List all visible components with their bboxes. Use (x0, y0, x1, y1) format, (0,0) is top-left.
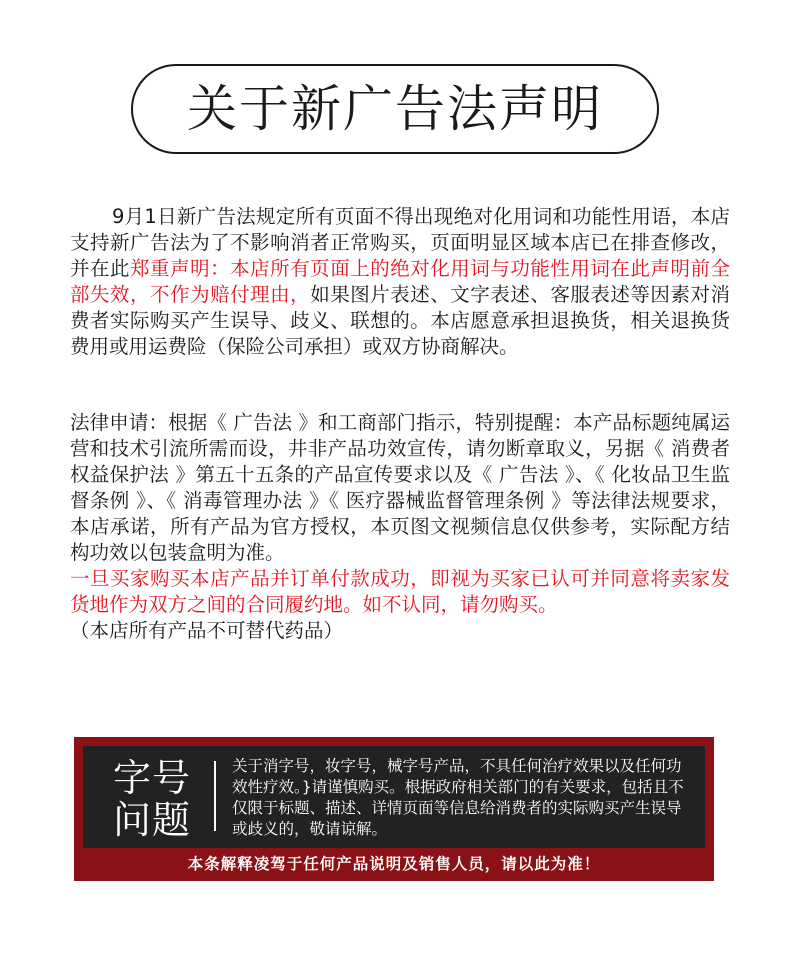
notice-label-line2: 问题 (112, 798, 191, 842)
notice-footer: 本条解释凌驾于任何产品说明及销售人员，请以此为准！ (187, 855, 601, 873)
notice-inner-panel (83, 746, 705, 848)
notice-divider (214, 761, 216, 831)
notice-text: 关于消字号，妆字号，械字号产品，不具任何治疗效果以及任何功效性疗效。}请谨慎购买。根据政府相关部门的有关要求，包括且不仅限于标题、描述、详情页面等信息给消费者的实际购买产生误导或歧义的，敬请谅解。 (232, 757, 684, 838)
notice-label (102, 757, 202, 841)
statement-text-red: 郑重声明：本店所有页面上的绝对化用词与功能性用词在此声明前全部失效，不作为赔付理由， (70, 257, 730, 306)
notice-label-line1: 字号 (112, 756, 191, 800)
title-pill (131, 64, 659, 154)
legal-text-a: 法律申请：根据《 广告法 》和工商部门指示，特别提醒：本产品标题纯属运营和技术引流所需而设，井非产品功效宣传，请勿断章取义，另据《 消费者权益保护法 》第五十五条的产品宣传要求以及《 广告法 》、《 化妆品卫生监督条例 》、《 消毒管理办法 》《 医疗器械监督管理条例 》等法律法规要求，本店承诺，所有产品为官方授权，本页图文视频信息仅供参考，实际配方结构功效以包装盒明为准。 (70, 411, 730, 564)
legal-text-red: 一旦买家购买本店产品并订单付款成功，即视为买家已认可并同意将卖家发货地作为双方之间的合同履约地。如不认同，请勿购买。 (70, 567, 730, 616)
notice-box (74, 737, 714, 881)
statement-text-a: 9月1日新广告法规定所有页面不得出现绝对化用词和功能性用语，本店支持新广告法为了不影响消者正常购买，页面明显区域本店已在排查修改，并在此 (70, 205, 730, 280)
legal-paragraph (70, 410, 730, 644)
statement-text-c: 如果图片表述、文字表述、客服表述等因素对消费者实际购买产生误导、歧义、联想的。本店愿意承担退换货，相关退换货费用或用运费险（保险公司承担）或双方协商解决。 (70, 283, 730, 358)
statement-paragraph (70, 204, 730, 360)
page-title: 关于新广告法声明 (187, 80, 603, 138)
legal-text-c: （本店所有产品不可替代药品） (70, 619, 344, 642)
